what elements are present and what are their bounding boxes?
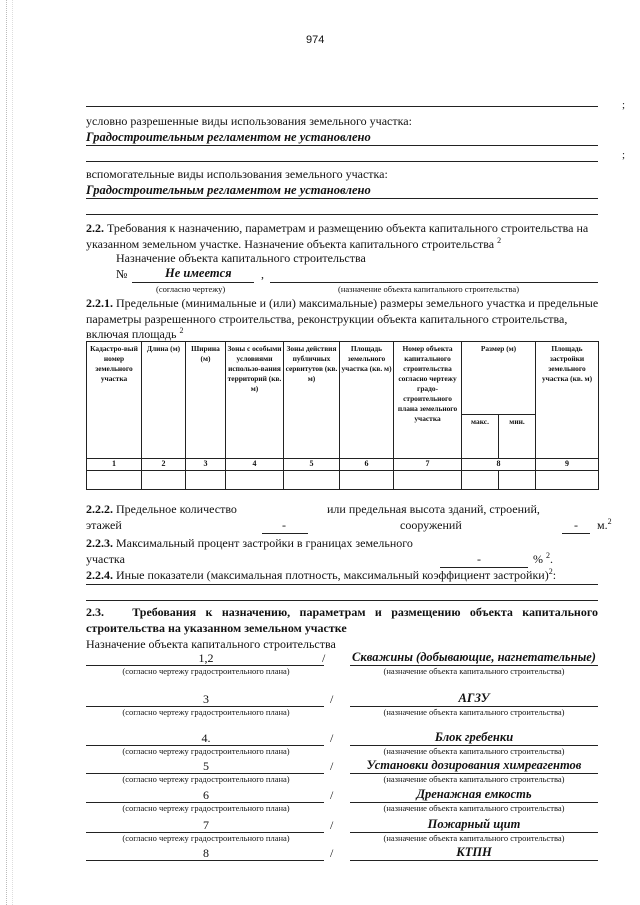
- header-built-area: Площадь застройки земельного участка (кв. м): [536, 342, 599, 459]
- empty-cell: [226, 470, 284, 489]
- section-2-2-1-line3: [86, 326, 183, 342]
- section-2-2-2-num: 2.2.2.: [86, 502, 113, 516]
- section-2-2-1-text1: Предельные (минимальные и (или) максимальные) размеры земельного участка и предельные: [113, 296, 599, 310]
- section-2-2-1-sup: 2: [179, 326, 184, 335]
- col-number: 2: [142, 459, 186, 471]
- col-number: 5: [284, 459, 340, 471]
- object-purpose: Дренажная емкость: [416, 787, 532, 801]
- object-purpose: Пожарный щит: [427, 817, 521, 831]
- col-number: 9: [536, 459, 599, 471]
- section-2-2-1-text3: включая площадь: [86, 327, 177, 341]
- empty-cell: [284, 470, 340, 489]
- section-2-2-3-text1: Максимальный процент застройки в границах земельного: [113, 536, 413, 550]
- caption-drawing: (согласно чертежу градостроительного плана): [122, 707, 290, 717]
- parameters-table: [86, 341, 599, 490]
- auxiliary-uses-value: Градостроительным регламентом не установлено: [86, 183, 371, 197]
- comma: ,: [261, 267, 264, 281]
- empty-cell: [536, 470, 599, 489]
- semicolon: ;: [622, 99, 626, 111]
- header-size-max: макс.: [462, 415, 499, 459]
- section-2-2-4-sup: 2: [548, 567, 553, 576]
- header-plot-area: Площадь земельного участка (кв. м): [340, 342, 394, 459]
- caption-drawing: (согласно чертежу градостроительного плана): [122, 833, 290, 843]
- empty-cell: [462, 470, 499, 489]
- object-purpose: КТПН: [456, 845, 492, 859]
- percent-sup: 2: [546, 551, 550, 560]
- empty-cell: [142, 470, 186, 489]
- object-purpose: Скважины (добывающие, нагнетательные): [352, 650, 596, 664]
- number-value: Не имеется: [165, 266, 232, 280]
- empty-cell: [340, 470, 394, 489]
- section-2-2-2-text2: или предельная высота зданий, строений,: [327, 502, 540, 516]
- section-2-2-4-colon: :: [552, 568, 557, 582]
- object-number: 4.: [201, 731, 211, 745]
- page-number: 974: [306, 34, 325, 46]
- scan-edge-artifact-2: [12, 0, 13, 905]
- floors-rule: [262, 533, 308, 534]
- caption-purpose: (назначение объекта капитального строительства): [383, 833, 565, 843]
- caption-purpose: (назначение объекта капитального строительства): [383, 707, 565, 717]
- section-2-2-1-line2: параметры разрешенного строительства, реконструкции объекта капитального строительства,: [86, 312, 568, 326]
- section-2-2-1-num: 2.2.1.: [86, 296, 113, 310]
- auxiliary-uses-rule: [86, 198, 598, 199]
- height-unit-sup: 2: [607, 517, 612, 526]
- object-number: 7: [203, 818, 209, 832]
- auxiliary-uses-rule-2: [86, 214, 598, 215]
- slash-separator: /: [330, 692, 334, 706]
- section-2-2-4-text: Иные показатели (максимальная плотность, максимальный коэффициент застройки): [113, 568, 549, 582]
- number-value-rule: [132, 282, 254, 283]
- empty-cell: [186, 470, 226, 489]
- slash-separator: /: [330, 818, 334, 832]
- conditional-uses-rule-2: [86, 161, 598, 162]
- caption-purpose: (назначение объекта капитального строительства): [383, 803, 565, 813]
- caption-drawing: (согласно чертежу градостроительного плана): [122, 774, 290, 784]
- section-2-2-purpose-label: Назначение объекта капитального строительства: [116, 251, 366, 265]
- section-2-3-num: 2.3.: [86, 605, 104, 619]
- col-number: 1: [87, 459, 142, 471]
- section-2-2-sup: 2: [497, 236, 502, 245]
- header-size: Размер (м): [462, 342, 536, 415]
- slash-separator: /: [330, 759, 334, 773]
- section-2-2-3-line2: участка: [86, 552, 125, 566]
- object-number: 1,2: [198, 651, 214, 665]
- caption-drawing: (согласно чертежу градостроительного плана): [122, 803, 290, 813]
- object-number: 8: [203, 846, 209, 860]
- header-width: Ширина (м): [186, 342, 226, 459]
- section-2-2-1-line1: [86, 296, 598, 311]
- height-unit-text: м.: [597, 518, 608, 532]
- caption-purpose: (назначение объекта капитального строительства): [383, 774, 565, 784]
- object-number-rule: [86, 860, 324, 861]
- object-number: 5: [203, 759, 209, 773]
- caption-drawing: (согласно чертежу градостроительного плана): [122, 666, 290, 676]
- section-2-3-line1: [86, 605, 598, 620]
- col-number: 7: [394, 459, 462, 471]
- header-object-number: Номер объекта капитального строительства согласно чертежу градо-строительного плана земельного участка: [394, 342, 462, 459]
- height-value: -: [574, 518, 578, 532]
- percent-sign: %: [533, 552, 543, 566]
- purpose-rule: [270, 282, 598, 283]
- col-number: 4: [226, 459, 284, 471]
- header-special-zones: Зоны с особыми условиями использо-вания территорий (кв. м): [226, 342, 284, 459]
- structures-label: сооружений: [400, 518, 462, 532]
- object-purpose: Блок гребенки: [434, 730, 514, 744]
- build-percent-unit: [533, 551, 553, 567]
- object-number: 6: [203, 788, 209, 802]
- section-2-2-heading: [86, 221, 588, 236]
- section-2-3-purpose-label: Назначение объекта капитального строительства: [86, 637, 336, 651]
- col-number: 8: [462, 459, 536, 471]
- build-percent-value: -: [477, 552, 481, 566]
- col-number: 6: [340, 459, 394, 471]
- caption-drawing: (согласно чертежу): [156, 284, 226, 294]
- floors-value: -: [282, 518, 286, 532]
- empty-cell: [394, 470, 462, 489]
- object-number: 3: [203, 692, 209, 706]
- object-purpose: АГЗУ: [458, 691, 490, 705]
- empty-cell: [499, 470, 536, 489]
- header-servitude-zones: Зоны действия публичных сервитутов (кв. м): [284, 342, 340, 459]
- floors-label: этажей: [86, 518, 122, 532]
- slash-separator: /: [330, 788, 334, 802]
- header-cadastral: Кадастро-вый номер земельного участка: [87, 342, 142, 459]
- scan-edge-artifact: [6, 0, 7, 905]
- slash-separator: /: [322, 651, 326, 665]
- section-2-2-3-num: 2.2.3.: [86, 536, 113, 550]
- section-2-2-4-rule-2: [86, 600, 598, 601]
- section-2-2-2-line1: [86, 502, 237, 517]
- slash-separator: /: [330, 731, 334, 745]
- section-2-3-line2: строительства на указанном земельном участке: [86, 621, 347, 635]
- section-2-2-2-text1: Предельное количество: [113, 502, 237, 516]
- caption-purpose: (назначение объекта капитального строительства): [383, 666, 565, 676]
- section-2-2-line1: Требования к назначению, параметрам и размещению объекта капитального строительства на: [104, 221, 589, 235]
- conditional-uses-label: условно разрешенные виды использования земельного участка:: [86, 114, 412, 128]
- section-2-3-text1: Требования к назначению, параметрам и размещению объекта капитального: [132, 605, 598, 619]
- section-2-2-4-rule: [86, 584, 598, 585]
- top-rule: [86, 106, 598, 107]
- section-2-2-num: 2.2.: [86, 221, 104, 235]
- section-2-2-3-line1: [86, 536, 413, 551]
- auxiliary-uses-label: вспомогательные виды использования земельного участка:: [86, 167, 388, 181]
- number-sign: №: [116, 267, 128, 281]
- caption-purpose: (назначение объекта капитального строительства): [383, 746, 565, 756]
- slash-separator: /: [330, 846, 334, 860]
- section-2-2-heading-2: [86, 236, 501, 252]
- caption-drawing: (согласно чертежу градостроительного плана): [122, 746, 290, 756]
- height-rule: [562, 533, 590, 534]
- header-length: Длина (м): [142, 342, 186, 459]
- height-unit: [597, 517, 612, 533]
- percent-period: .: [550, 552, 553, 566]
- conditional-uses-rule: [86, 145, 598, 146]
- conditional-uses-value: Градостроительным регламентом не установлено: [86, 130, 371, 144]
- section-2-2-line2: указанном земельном участке. Назначение объекта капитального строительства: [86, 237, 495, 251]
- section-2-2-4: [86, 567, 556, 583]
- semicolon: ;: [622, 149, 626, 161]
- empty-cell: [87, 470, 142, 489]
- object-purpose-rule: [350, 860, 598, 861]
- header-size-min: мин.: [499, 415, 536, 459]
- caption-purpose: (назначение объекта капитального строительства): [338, 284, 520, 294]
- col-number: 3: [186, 459, 226, 471]
- section-2-2-4-num: 2.2.4.: [86, 568, 113, 582]
- object-purpose: Установки дозирования химреагентов: [366, 758, 582, 772]
